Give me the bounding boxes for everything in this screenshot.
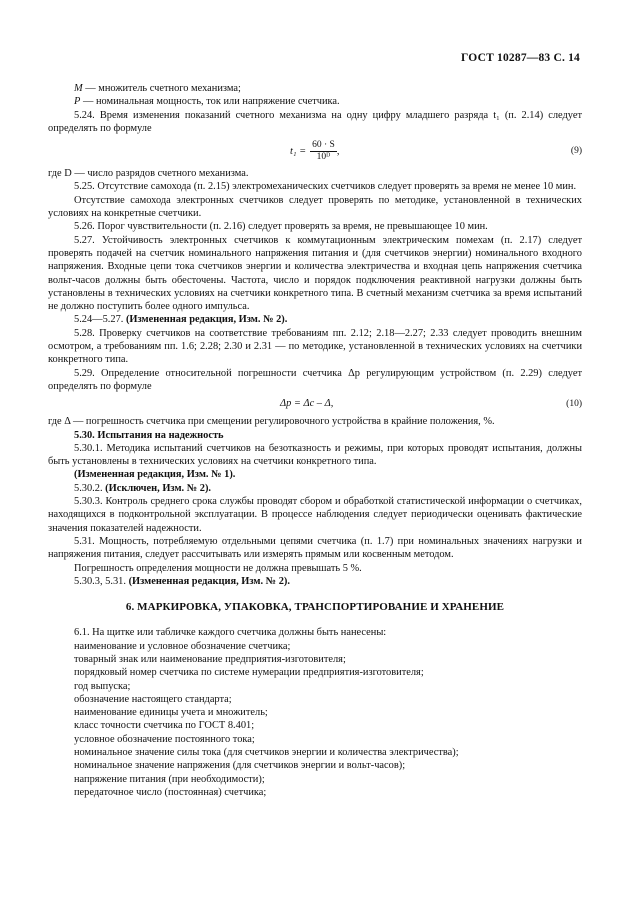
formula-9-lhs: t₁ = — [290, 146, 307, 158]
paragraph-where-d: где D — число разрядов счетного механизма. — [48, 168, 249, 180]
list-item: номинальное значение силы тока (для счетчиков энергии и количества электричества); — [74, 747, 459, 759]
amendment-5-30-1: (Измененная редакция, Изм. № 1). — [74, 469, 236, 481]
amendment-5-24-5-27-note: (Измененная редакция, Изм. № 2). — [125, 314, 288, 326]
paragraph-power-error: Погрешность определения мощности не должна превышать 5 %. — [74, 562, 362, 574]
clause-5-30-2 — [48, 482, 582, 495]
marking-list — [48, 640, 582, 800]
list-item: номинальное значение напряжения (для счетчиков энергии и вольт-часов); — [74, 760, 406, 772]
document-body — [48, 82, 582, 799]
list-item: класс точности счетчика по ГОСТ 8.401; — [74, 720, 255, 732]
formula-10-number: (10) — [566, 399, 582, 410]
list-item: наименование единицы учета и множитель; — [74, 707, 268, 719]
page-header: ГОСТ 10287—83 С. 14 — [461, 52, 580, 64]
clause-5-30-2-note: (Исключен, Изм. № 2). — [105, 482, 212, 494]
list-item: порядковый номер счетчика по системе нумерации предприятия-изготовителя; — [74, 667, 424, 679]
formula-10 — [48, 396, 582, 414]
formula-9-tail: , — [336, 146, 340, 158]
formula-9 — [48, 138, 582, 166]
formula-9-fraction — [310, 140, 337, 163]
list-item: обозначение настоящего стандарта; — [74, 693, 232, 705]
clause-5-30-2-ref: 5.30.2. — [74, 482, 106, 494]
clause-5-30-heading: 5.30. Испытания на надежность — [74, 429, 224, 441]
paragraph-m — [48, 82, 582, 95]
clause-5-25: 5.25. Отсутствие самохода (п. 2.15) электромеханических счетчиков следует проверять за время не менее 10 мин. — [74, 181, 577, 193]
list-item: год выпуска; — [74, 680, 131, 692]
paragraph-where-delta: где Δ — погрешность счетчика при смещении регулировочного устройства в крайние положения, %. — [48, 416, 495, 428]
clause-5-29: 5.29. Определение относительной погрешности счетчика Δр регулирующим устройством (п. 2.29) следует определять по формуле — [48, 367, 582, 392]
amendment-5-24-5-27-ref: 5.24—5.27. — [74, 314, 126, 326]
variable-p: P — [74, 96, 81, 108]
list-item: напряжение питания (при необходимости); — [74, 773, 265, 785]
formula-10-expression: Δр = Δс – Δ, — [280, 398, 334, 410]
clause-5-30-3: 5.30.3. Контроль среднего срока службы проводят сбором и обработкой статистической информации о счетчиках, находящихся в подконтрольной эксплуатации. В процессе наблюдения следует периодически оценивать фактические значения показателей надежности. — [48, 496, 582, 534]
amendment-5-24-5-27 — [48, 313, 582, 326]
clause-5-27: 5.27. Устойчивость электронных счетчиков к коммутационным электрическим помехам (п. 2.17) следует проверять подачей на счетчик номинального напряжения питания и (для счетчиков энергии) номинального входного напряжения. Входные цепи тока счетчиков энергии и количества электричества и входная цепь напряжения счетчика вольт-часов должны быть обесточены. Частота, число и порядок подключения реактивной нагрузки должны быть установлены в технических условиях на счетчики конкретного типа. В счетный механизм счетчика за время испытаний не должно поступить более одного импульса. — [48, 234, 582, 313]
list-item: условное обозначение постоянного тока; — [74, 733, 255, 745]
clause-5-30-1: 5.30.1. Методика испытаний счетчиков на безотказность и режимы, при которых проводят испытания, должны быть установлены в технических условиях на счетчики конкретного типа. — [48, 442, 582, 468]
list-item: передаточное число (постоянная) счетчика; — [74, 786, 267, 798]
clause-5-24: 5.24. Время изменения показаний счетного механизма на одну цифру младшего разряда t₁ (п. 2.14) следует определять по формуле — [48, 109, 582, 134]
clause-5-31: 5.31. Мощность, потребляемую отдельными цепями счетчика (п. 1.7) при номинальных значениях нагрузки и напряжения питания, следует рассчитывать или измерять прямым или косвенным методом. — [48, 535, 582, 561]
amendment-5-30-3-5-31-ref: 5.30.3, 5.31. — [74, 575, 129, 587]
list-item: наименование и условное обозначение счетчика; — [74, 640, 291, 652]
formula-9-numerator: 60 · S — [312, 140, 335, 151]
formula-9-number: (9) — [570, 146, 582, 157]
clause-6-1: 6.1. На щитке или табличке каждого счетчика должны быть нанесены: — [74, 627, 387, 639]
clause-5-28: 5.28. Проверку счетчиков на соответствие требованиям пп. 2.12; 2.18—2.27; 2.33 следует проводить внешним осмотром, а требованиям пп. 1.6; 2.28; 2.30 и 2.31 — по методике, установленной в технических условиях на счетчики конкретного типа. — [48, 327, 582, 366]
formula-9-denominator: 10ᴰ — [316, 152, 331, 163]
amendment-5-30-3-5-31-note: (Измененная редакция, Изм. № 2). — [128, 575, 290, 587]
clause-5-26: 5.26. Порог чувствительности (п. 2.16) следует проверять за время, не превышающее 10 мин. — [74, 221, 488, 233]
list-item: товарный знак или наименование предприятия-изготовителя; — [74, 653, 346, 665]
paragraph-m-text: — множитель счетного механизма; — [82, 83, 241, 94]
variable-m: M — [74, 83, 83, 94]
paragraph-p — [48, 95, 582, 108]
formula-9-expression — [290, 140, 339, 163]
paragraph-p-text: — номинальная мощность, ток или напряжение счетчика. — [80, 96, 340, 108]
amendment-5-30-3-5-31 — [48, 575, 582, 588]
section-6-title: 6. МАРКИРОВКА, УПАКОВКА, ТРАНСПОРТИРОВАНИЕ И ХРАНЕНИЕ — [125, 601, 505, 614]
paragraph-electronic-self-run: Отсутствие самохода электронных счетчиков следует проверять по методике, установленной в технических условиях на конкретные счетчики. — [48, 194, 582, 220]
